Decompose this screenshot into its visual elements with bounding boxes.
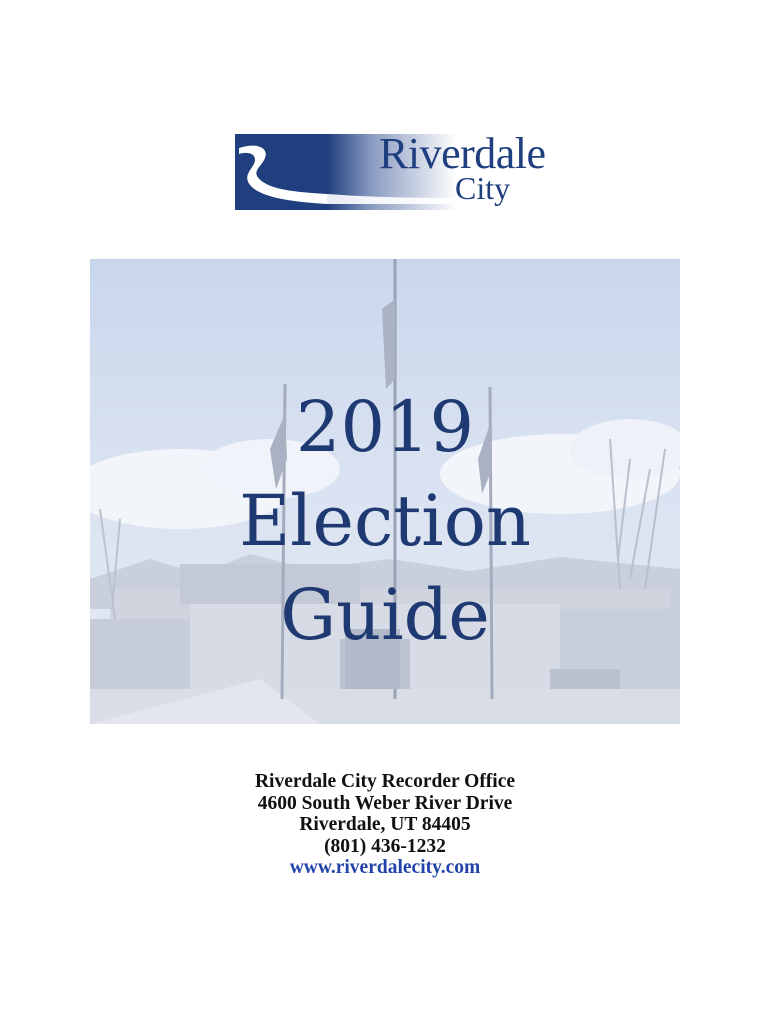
civic-center-photo bbox=[90, 259, 680, 724]
logo-line-2: City bbox=[455, 170, 511, 206]
logo-line-1: Riverdale bbox=[379, 129, 546, 178]
cover-title bbox=[90, 380, 680, 662]
contact-block bbox=[0, 771, 770, 879]
website-link[interactable]: www.riverdalecity.com bbox=[289, 857, 481, 878]
street-address: 4600 South Weber River Drive bbox=[257, 792, 513, 814]
title-guide: Guide bbox=[280, 574, 490, 656]
riverdale-city-logo bbox=[235, 129, 546, 212]
title-year: 2019 bbox=[295, 386, 475, 468]
city-state-zip: Riverdale, UT 84405 bbox=[299, 814, 471, 835]
title-election: Election bbox=[239, 480, 531, 562]
office-name: Riverdale City Recorder Office bbox=[254, 771, 516, 792]
river-logo-icon bbox=[235, 134, 327, 210]
phone-number: (801) 436-1232 bbox=[324, 835, 446, 857]
